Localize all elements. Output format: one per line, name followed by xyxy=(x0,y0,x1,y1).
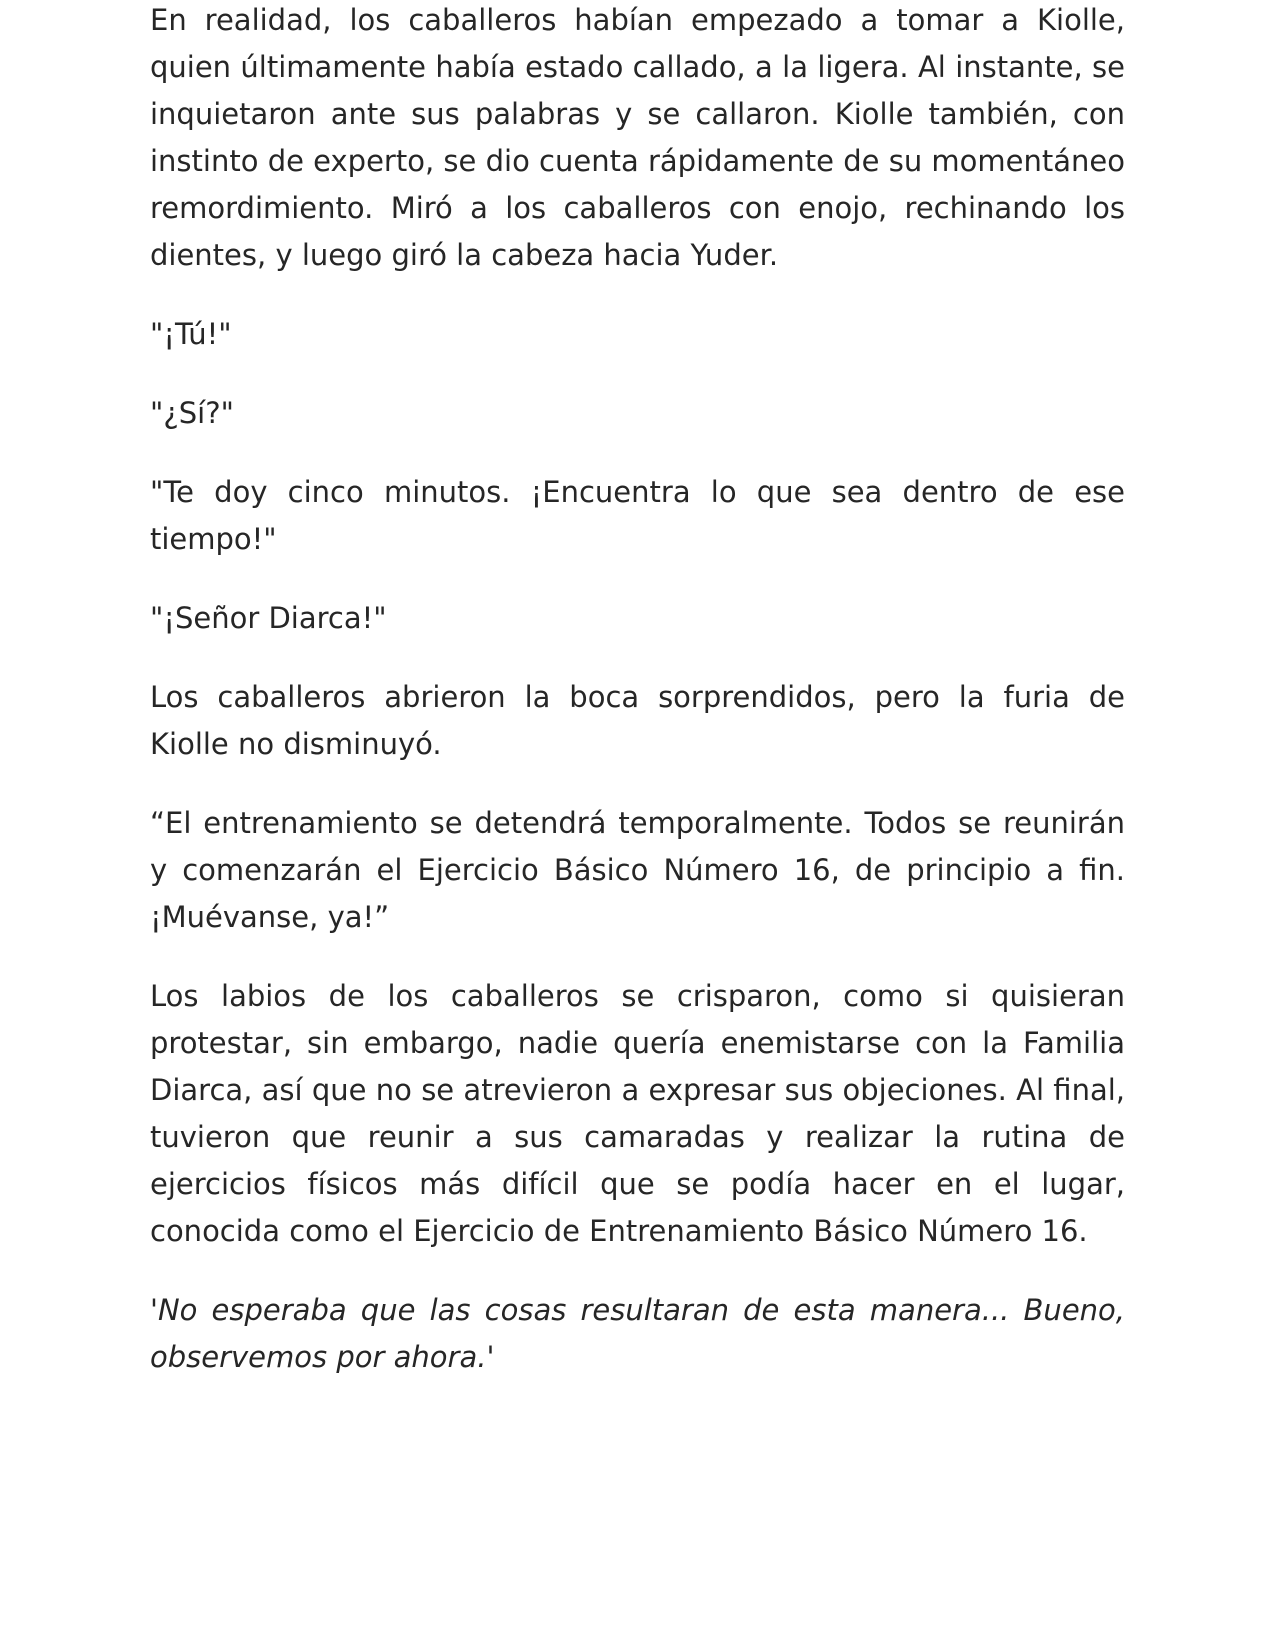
paragraph-dialogue-2: "¿Sí?" xyxy=(150,396,234,430)
paragraph-dialogue-5: “El entrenamiento se detendrá temporalmente. Todos se reunirán y comenzarán el Ejercicio Básico Número 16, de principio a fin. ¡Muévanse, ya!” xyxy=(150,806,1125,934)
paragraph-dialogue-4: "¡Señor Diarca!" xyxy=(150,601,387,635)
paragraph-narration-2: Los caballeros abrieron la boca sorprendidos, pero la furia de Kiolle no disminuyó. xyxy=(150,680,1125,761)
paragraph-thought: 'No esperaba que las cosas resultaran de esta manera... Bueno, observemos por ahora.' xyxy=(150,1293,1125,1374)
paragraph-narration-1: En realidad, los caballeros habían empezado a tomar a Kiolle, quien últimamente había estado callado, a la ligera. Al instante, se inquietaron ante sus palabras y se callaron. Kiolle también, con instinto de experto, se dio cuenta rápidamente de su momentáneo remordimiento. Miró a los caballeros con enojo, rechinando los dientes, y luego giró la cabeza hacia Yuder. xyxy=(150,3,1125,272)
paragraph-dialogue-1: "¡Tú!" xyxy=(150,317,232,351)
document-page xyxy=(150,0,1125,1413)
paragraph-narration-3: Los labios de los caballeros se crisparon, como si quisieran protestar, sin embargo, nadie quería enemistarse con la Familia Diarca, así que no se atrevieron a expresar sus objeciones. Al final, tuvieron que reunir a sus camaradas y realizar la rutina de ejercicios físicos más difícil que se podía hacer en el lugar, conocida como el Ejercicio de Entrenamiento Básico Número 16. xyxy=(150,979,1125,1248)
paragraph-dialogue-3: "Te doy cinco minutos. ¡Encuentra lo que sea dentro de ese tiempo!" xyxy=(150,475,1125,556)
